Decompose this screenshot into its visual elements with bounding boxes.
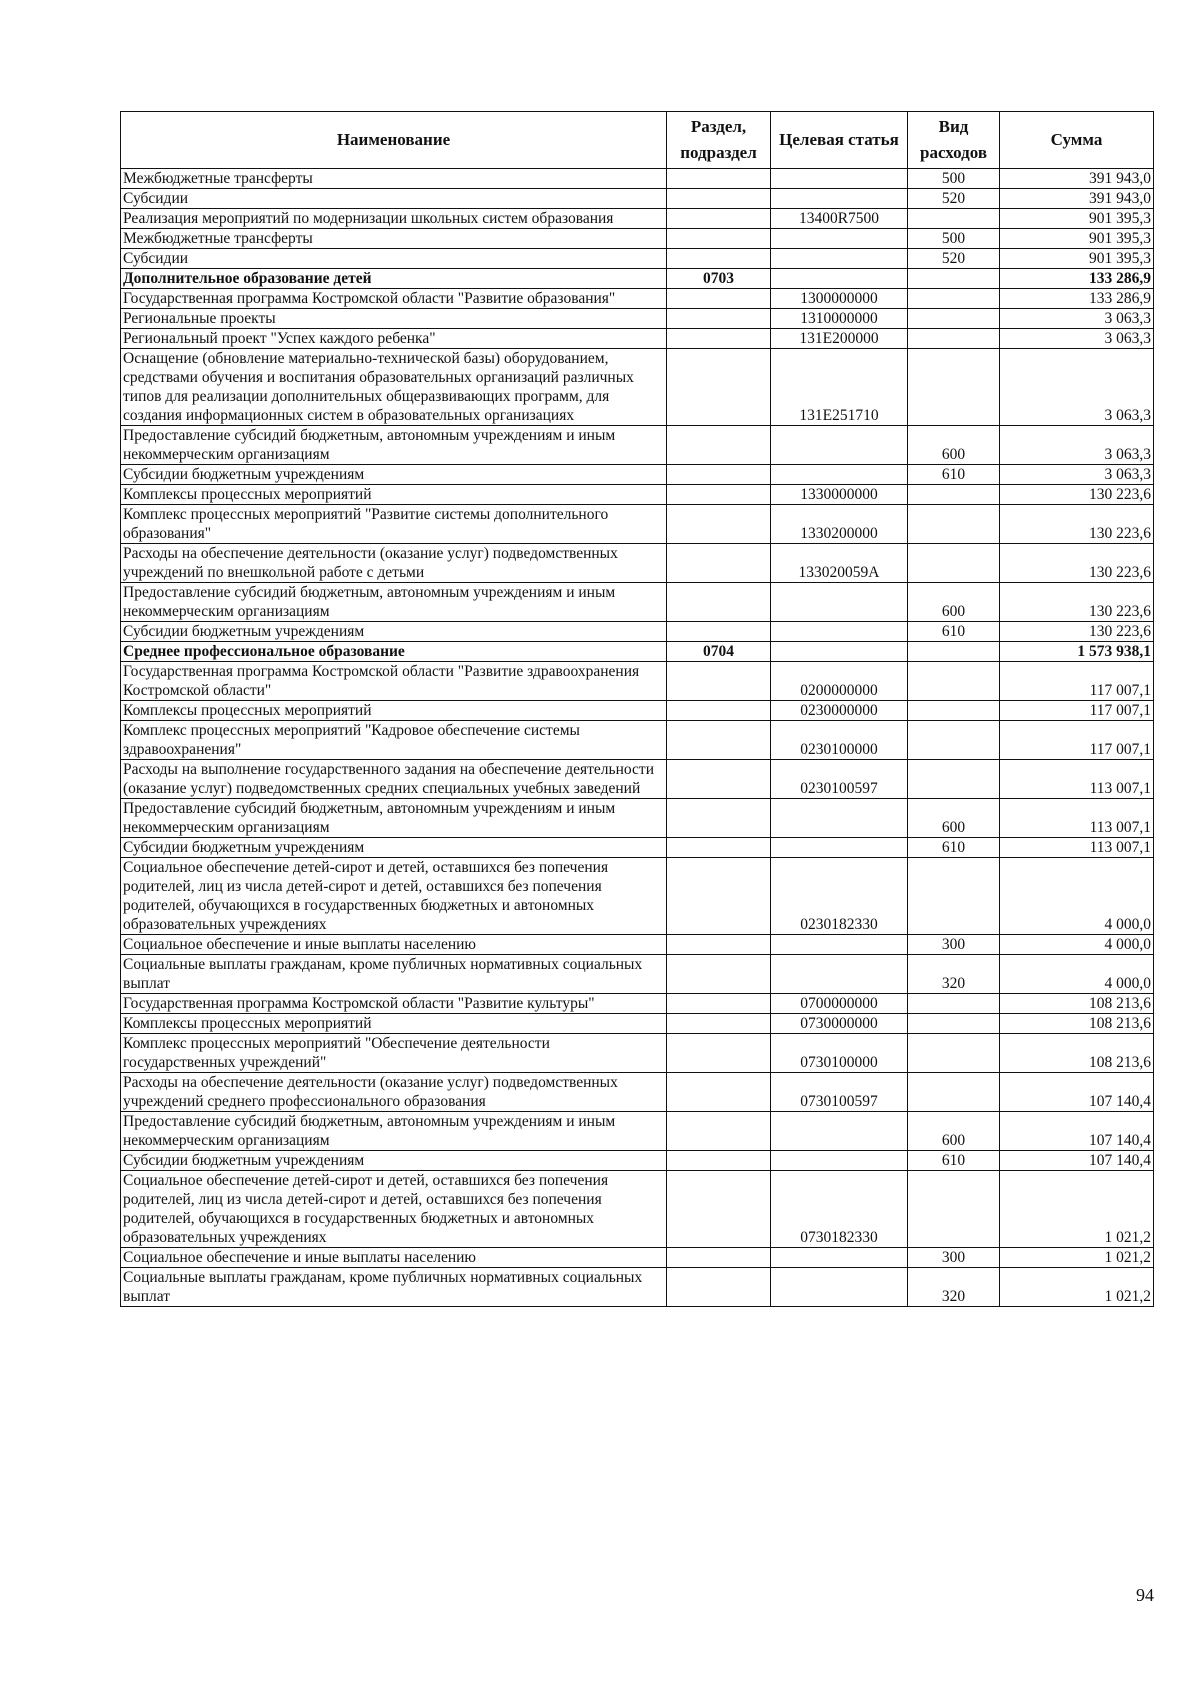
cell-article: [771, 169, 908, 189]
cell-type: 600: [908, 1112, 1000, 1151]
cell-sum: 1 021,2: [1000, 1268, 1154, 1307]
cell-name: Комплексы процессных мероприятий: [121, 701, 667, 721]
cell-name: Субсидии бюджетным учреждениям: [121, 1151, 667, 1171]
cell-sum: 113 007,1: [1000, 799, 1154, 838]
cell-sum: 3 063,3: [1000, 329, 1154, 349]
page-number: 94: [1136, 1585, 1154, 1605]
cell-article: [771, 1248, 908, 1268]
cell-sum: 107 140,4: [1000, 1073, 1154, 1112]
cell-sum: 391 943,0: [1000, 169, 1154, 189]
cell-name: Государственная программа Костромской области "Развитие образования": [121, 289, 667, 309]
cell-article: 0230100597: [771, 760, 908, 799]
cell-type: [908, 721, 1000, 760]
table-row: [121, 622, 1154, 642]
cell-article: 0730182330: [771, 1171, 908, 1248]
table-row: [121, 994, 1154, 1014]
cell-article: 131E251710: [771, 349, 908, 426]
cell-section: [667, 799, 771, 838]
table-row: [121, 269, 1154, 289]
cell-type: [908, 994, 1000, 1014]
cell-sum: 107 140,4: [1000, 1151, 1154, 1171]
cell-section: [667, 1268, 771, 1307]
cell-section: [667, 955, 771, 994]
cell-sum: 133 286,9: [1000, 269, 1154, 289]
header-sum: Сумма: [1000, 112, 1154, 169]
cell-section: [667, 349, 771, 426]
cell-name: Среднее профессиональное образование: [121, 642, 667, 662]
table-row: [121, 1268, 1154, 1307]
cell-article: [771, 1151, 908, 1171]
cell-article: 0200000000: [771, 662, 908, 701]
table-row: [121, 426, 1154, 465]
table-header: [121, 112, 1154, 169]
cell-type: [908, 209, 1000, 229]
cell-article: [771, 229, 908, 249]
table-row: [121, 465, 1154, 485]
cell-name: Социальное обеспечение и иные выплаты населению: [121, 935, 667, 955]
cell-section: [667, 189, 771, 209]
cell-sum: 108 213,6: [1000, 1014, 1154, 1034]
cell-section: [667, 622, 771, 642]
cell-article: [771, 622, 908, 642]
cell-type: 500: [908, 169, 1000, 189]
header-row: [121, 112, 1154, 169]
cell-type: [908, 269, 1000, 289]
cell-sum: 1 021,2: [1000, 1171, 1154, 1248]
cell-type: [908, 858, 1000, 935]
cell-name: Комплекс процессных мероприятий "Кадровое обеспечение системы здравоохранения": [121, 721, 667, 760]
cell-section: [667, 1248, 771, 1268]
table-row: [121, 229, 1154, 249]
cell-article: 0700000000: [771, 994, 908, 1014]
cell-article: [771, 249, 908, 269]
table-row: [121, 209, 1154, 229]
cell-article: 1330200000: [771, 505, 908, 544]
budget-table: [120, 111, 1154, 1307]
cell-type: [908, 1073, 1000, 1112]
cell-name: Комплекс процессных мероприятий "Развитие системы дополнительного образования": [121, 505, 667, 544]
cell-section: [667, 209, 771, 229]
cell-article: [771, 838, 908, 858]
cell-name: Субсидии бюджетным учреждениям: [121, 838, 667, 858]
cell-type: 520: [908, 249, 1000, 269]
table-row: [121, 544, 1154, 583]
cell-section: 0703: [667, 269, 771, 289]
cell-type: 610: [908, 465, 1000, 485]
cell-article: [771, 1112, 908, 1151]
cell-article: 13400R7500: [771, 209, 908, 229]
cell-type: [908, 485, 1000, 505]
cell-type: 610: [908, 838, 1000, 858]
cell-type: 600: [908, 799, 1000, 838]
cell-article: 1330000000: [771, 485, 908, 505]
cell-article: [771, 465, 908, 485]
cell-sum: 4 000,0: [1000, 935, 1154, 955]
cell-type: 320: [908, 955, 1000, 994]
cell-sum: 130 223,6: [1000, 544, 1154, 583]
cell-section: [667, 701, 771, 721]
table-row: [121, 799, 1154, 838]
table-row: [121, 249, 1154, 269]
table-row: [121, 1248, 1154, 1268]
table-row: [121, 1151, 1154, 1171]
cell-type: 320: [908, 1268, 1000, 1307]
table-row: [121, 1112, 1154, 1151]
cell-section: [667, 760, 771, 799]
cell-type: [908, 760, 1000, 799]
cell-type: [908, 544, 1000, 583]
cell-section: [667, 505, 771, 544]
cell-type: [908, 329, 1000, 349]
cell-name: Предоставление субсидий бюджетным, автономным учреждениям и иным некоммерческим организациям: [121, 799, 667, 838]
cell-article: 1310000000: [771, 309, 908, 329]
cell-name: Государственная программа Костромской области "Развитие здравоохранения Костромской области": [121, 662, 667, 701]
cell-name: Социальные выплаты гражданам, кроме публичных нормативных социальных выплат: [121, 1268, 667, 1307]
header-section: Раздел, подраздел: [667, 112, 771, 169]
cell-sum: 901 395,3: [1000, 249, 1154, 269]
table-row: [121, 701, 1154, 721]
cell-section: [667, 1112, 771, 1151]
cell-section: [667, 1073, 771, 1112]
cell-article: [771, 935, 908, 955]
cell-name: Региональные проекты: [121, 309, 667, 329]
cell-sum: 3 063,3: [1000, 426, 1154, 465]
cell-name: Расходы на обеспечение деятельности (оказание услуг) подведомственных учреждений среднего профессионального образования: [121, 1073, 667, 1112]
table-row: [121, 838, 1154, 858]
cell-sum: 1 573 938,1: [1000, 642, 1154, 662]
table-row: [121, 1014, 1154, 1034]
cell-name: Предоставление субсидий бюджетным, автономным учреждениям и иным некоммерческим организациям: [121, 426, 667, 465]
cell-type: 600: [908, 583, 1000, 622]
cell-name: Субсидии бюджетным учреждениям: [121, 622, 667, 642]
cell-name: Субсидии: [121, 249, 667, 269]
cell-type: [908, 289, 1000, 309]
cell-type: [908, 662, 1000, 701]
table-row: [121, 329, 1154, 349]
cell-sum: 901 395,3: [1000, 229, 1154, 249]
cell-section: [667, 329, 771, 349]
cell-article: 133020059А: [771, 544, 908, 583]
cell-article: 131E200000: [771, 329, 908, 349]
cell-section: [667, 838, 771, 858]
cell-name: Межбюджетные трансферты: [121, 169, 667, 189]
cell-article: 0230000000: [771, 701, 908, 721]
cell-section: [667, 1151, 771, 1171]
cell-article: [771, 583, 908, 622]
cell-name: Дополнительное образование детей: [121, 269, 667, 289]
cell-sum: 3 063,3: [1000, 349, 1154, 426]
cell-type: [908, 505, 1000, 544]
cell-type: [908, 1171, 1000, 1248]
cell-sum: 1 021,2: [1000, 1248, 1154, 1268]
table-row: [121, 662, 1154, 701]
cell-sum: 3 063,3: [1000, 465, 1154, 485]
table-row: [121, 169, 1154, 189]
cell-sum: 108 213,6: [1000, 994, 1154, 1014]
header-type: Вид расходов: [908, 112, 1000, 169]
cell-section: [667, 169, 771, 189]
cell-sum: 113 007,1: [1000, 760, 1154, 799]
cell-section: [667, 229, 771, 249]
cell-type: [908, 1034, 1000, 1073]
cell-name: Субсидии бюджетным учреждениям: [121, 465, 667, 485]
cell-name: Оснащение (обновление материально-технической базы) оборудованием, средствами обучения и воспитания образовательных организаций различных типов для реализации дополнительных общеразвивающих программ, для создания информационных систем в образовательных организациях: [121, 349, 667, 426]
cell-sum: 4 000,0: [1000, 955, 1154, 994]
cell-article: [771, 642, 908, 662]
cell-sum: 117 007,1: [1000, 721, 1154, 760]
cell-type: [908, 1014, 1000, 1034]
cell-name: Расходы на обеспечение деятельности (оказание услуг) подведомственных учреждений по внешкольной работе с детьми: [121, 544, 667, 583]
cell-section: [667, 858, 771, 935]
cell-section: [667, 994, 771, 1014]
cell-article: 0730100597: [771, 1073, 908, 1112]
cell-sum: 130 223,6: [1000, 505, 1154, 544]
cell-sum: 130 223,6: [1000, 622, 1154, 642]
table-body: [121, 169, 1154, 1307]
cell-type: 600: [908, 426, 1000, 465]
table-row: [121, 642, 1154, 662]
cell-name: Комплексы процессных мероприятий: [121, 1014, 667, 1034]
cell-type: 300: [908, 935, 1000, 955]
cell-name: Субсидии: [121, 189, 667, 209]
cell-sum: 117 007,1: [1000, 662, 1154, 701]
cell-sum: 391 943,0: [1000, 189, 1154, 209]
cell-section: [667, 662, 771, 701]
cell-type: 500: [908, 229, 1000, 249]
cell-sum: 108 213,6: [1000, 1034, 1154, 1073]
cell-article: 0730100000: [771, 1034, 908, 1073]
table-row: [121, 505, 1154, 544]
cell-sum: 133 286,9: [1000, 289, 1154, 309]
cell-article: 0230182330: [771, 858, 908, 935]
table-row: [121, 955, 1154, 994]
cell-article: [771, 269, 908, 289]
cell-type: [908, 349, 1000, 426]
cell-section: [667, 1014, 771, 1034]
cell-name: Предоставление субсидий бюджетным, автономным учреждениям и иным некоммерческим организациям: [121, 583, 667, 622]
cell-name: Региональный проект "Успех каждого ребенка": [121, 329, 667, 349]
cell-name: Расходы на выполнение государственного задания на обеспечение деятельности (оказание услуг) подведомственных средних специальных учебных заведений: [121, 760, 667, 799]
cell-name: Межбюджетные трансферты: [121, 229, 667, 249]
table-row: [121, 1171, 1154, 1248]
cell-article: [771, 426, 908, 465]
cell-section: [667, 1034, 771, 1073]
cell-type: [908, 642, 1000, 662]
cell-article: [771, 955, 908, 994]
cell-section: [667, 544, 771, 583]
header-article: Целевая статья: [771, 112, 908, 169]
cell-name: Комплекс процессных мероприятий "Обеспечение деятельности государственных учреждений": [121, 1034, 667, 1073]
table-row: [121, 1034, 1154, 1073]
cell-article: 1300000000: [771, 289, 908, 309]
cell-name: Государственная программа Костромской области "Развитие культуры": [121, 994, 667, 1014]
cell-type: 300: [908, 1248, 1000, 1268]
cell-section: [667, 289, 771, 309]
cell-section: [667, 583, 771, 622]
cell-type: [908, 701, 1000, 721]
table-row: [121, 935, 1154, 955]
cell-name: Реализация мероприятий по модернизации школьных систем образования: [121, 209, 667, 229]
cell-sum: 130 223,6: [1000, 485, 1154, 505]
table-row: [121, 760, 1154, 799]
cell-section: [667, 721, 771, 760]
table-row: [121, 721, 1154, 760]
table-row: [121, 289, 1154, 309]
cell-section: [667, 465, 771, 485]
cell-article: [771, 799, 908, 838]
cell-section: [667, 485, 771, 505]
cell-article: 0230100000: [771, 721, 908, 760]
cell-sum: 117 007,1: [1000, 701, 1154, 721]
cell-name: Комплексы процессных мероприятий: [121, 485, 667, 505]
header-name: Наименование: [121, 112, 667, 169]
cell-type: [908, 309, 1000, 329]
table-row: [121, 858, 1154, 935]
cell-sum: 107 140,4: [1000, 1112, 1154, 1151]
cell-section: 0704: [667, 642, 771, 662]
table-row: [121, 309, 1154, 329]
cell-sum: 4 000,0: [1000, 858, 1154, 935]
cell-sum: 130 223,6: [1000, 583, 1154, 622]
cell-name: Социальное обеспечение детей-сирот и детей, оставшихся без попечения родителей, лиц из числа детей-сирот и детей, оставшихся без попечения родителей, обучающихся в государственных бюджетных и автономных образовательных учреждениях: [121, 1171, 667, 1248]
cell-article: [771, 1268, 908, 1307]
cell-article: 0730000000: [771, 1014, 908, 1034]
cell-section: [667, 1171, 771, 1248]
cell-article: [771, 189, 908, 209]
cell-name: Социальное обеспечение детей-сирот и детей, оставшихся без попечения родителей, лиц из числа детей-сирот и детей, оставшихся без попечения родителей, обучающихся в государственных бюджетных и автономных образовательных учреждениях: [121, 858, 667, 935]
table-row: [121, 349, 1154, 426]
table-row: [121, 583, 1154, 622]
cell-sum: 113 007,1: [1000, 838, 1154, 858]
cell-sum: 3 063,3: [1000, 309, 1154, 329]
cell-section: [667, 935, 771, 955]
table-row: [121, 189, 1154, 209]
cell-type: 610: [908, 622, 1000, 642]
cell-section: [667, 249, 771, 269]
cell-name: Предоставление субсидий бюджетным, автономным учреждениям и иным некоммерческим организациям: [121, 1112, 667, 1151]
cell-section: [667, 426, 771, 465]
table-row: [121, 485, 1154, 505]
cell-sum: 901 395,3: [1000, 209, 1154, 229]
cell-type: 610: [908, 1151, 1000, 1171]
cell-section: [667, 309, 771, 329]
cell-name: Социальное обеспечение и иные выплаты населению: [121, 1248, 667, 1268]
cell-type: 520: [908, 189, 1000, 209]
cell-name: Социальные выплаты гражданам, кроме публичных нормативных социальных выплат: [121, 955, 667, 994]
table-row: [121, 1073, 1154, 1112]
